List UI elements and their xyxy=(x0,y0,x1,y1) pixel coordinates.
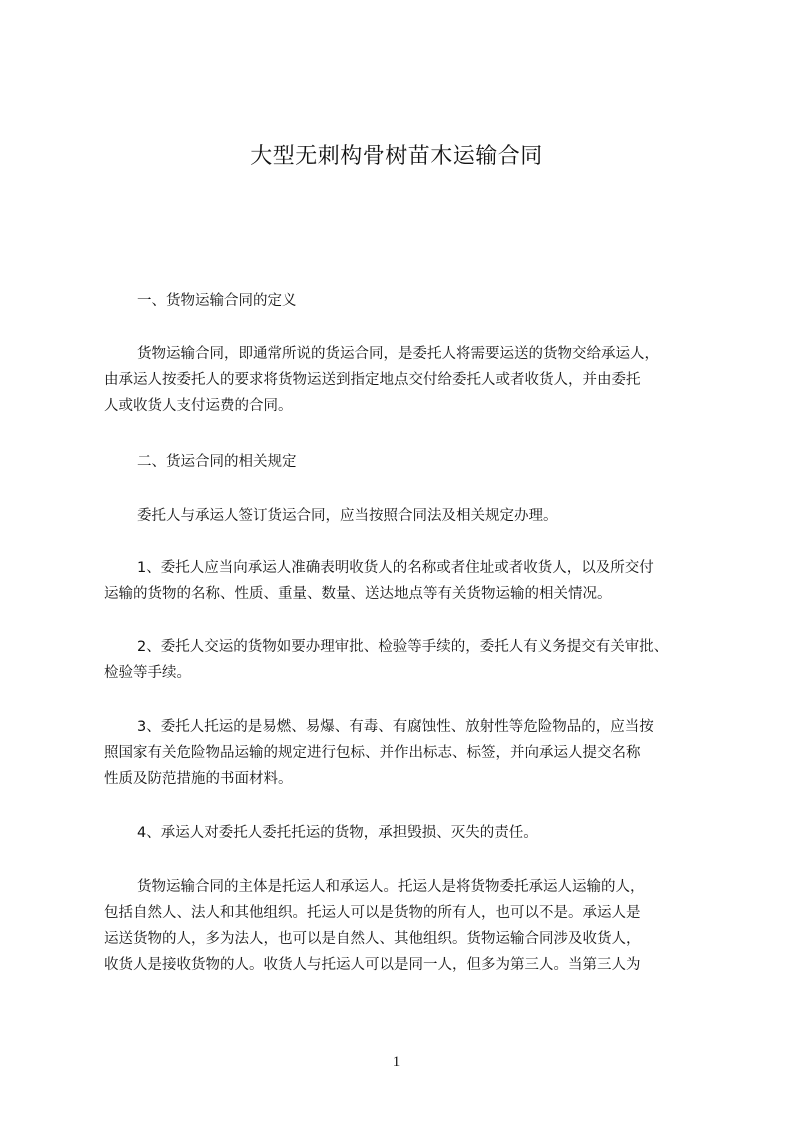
paragraph-definition xyxy=(104,341,724,419)
text-line: 3、委托人托运的是易燃、易爆、有毒、有腐蚀性、放射性等危险物品的，应当按 xyxy=(137,719,654,735)
text-line: 运送货物的人，多为法人，也可以是自然人、其他组织。货物运输合同涉及收货人， xyxy=(104,931,641,947)
section-heading-regulations xyxy=(104,449,724,475)
text-line: 收货人是接收货物的人。收货人与托运人可以是同一人，但多为第三人。当第三人为 xyxy=(104,957,641,973)
text-line: 委托人与承运人签订货运合同，应当按照合同法及相关规定办理。 xyxy=(137,508,558,524)
paragraph-item-3 xyxy=(104,714,724,792)
paragraph-item-4 xyxy=(104,820,724,846)
text-line: 人或收货人支付运费的合同。 xyxy=(104,398,293,414)
paragraph-parties xyxy=(104,874,724,978)
text-line: 检验等手续。 xyxy=(104,665,191,681)
paragraph-intro xyxy=(104,503,724,529)
text-line: 1、委托人应当向承运人准确表明收货人的名称或者住址或者收货人，以及所交付 xyxy=(137,560,654,576)
section-heading-definition xyxy=(104,288,724,314)
text-line: 二、货运合同的相关规定 xyxy=(137,454,297,470)
text-line: 一、货物运输合同的定义 xyxy=(137,293,297,309)
text-line: 货物运输合同，即通常所说的货运合同，是委托人将需要运送的货物交给承运人， xyxy=(137,346,659,362)
text-line: 2、委托人交运的货物如要办理审批、检验等手续的，委托人有义务提交有关审批、 xyxy=(137,639,669,655)
page-number: 1 xyxy=(392,1054,401,1070)
text-line: 包括自然人、法人和其他组织。托运人可以是货物的所有人，也可以不是。承运人是 xyxy=(104,905,641,921)
text-line: 照国家有关危险物品运输的规定进行包标、并作出标志、标签，并向承运人提交名称 xyxy=(104,745,641,761)
text-line: 4、承运人对委托人委托托运的货物，承担毁损、灭失的责任。 xyxy=(137,825,538,841)
text-line: 运输的货物的名称、性质、重量、数量、送达地点等有关货物运输的相关情况。 xyxy=(104,586,612,602)
paragraph-item-2 xyxy=(104,634,724,686)
document-title: 大型无刺构骨树苗木运输合同 xyxy=(250,144,543,169)
paragraph-item-1 xyxy=(104,555,724,607)
text-line: 由承运人按委托人的要求将货物运送到指定地点交付给委托人或者收货人，并由委托 xyxy=(104,372,641,388)
text-line: 性质及防范措施的书面材料。 xyxy=(104,771,293,787)
text-line: 货物运输合同的主体是托运人和承运人。托运人是将货物委托承运人运输的人， xyxy=(137,879,645,895)
